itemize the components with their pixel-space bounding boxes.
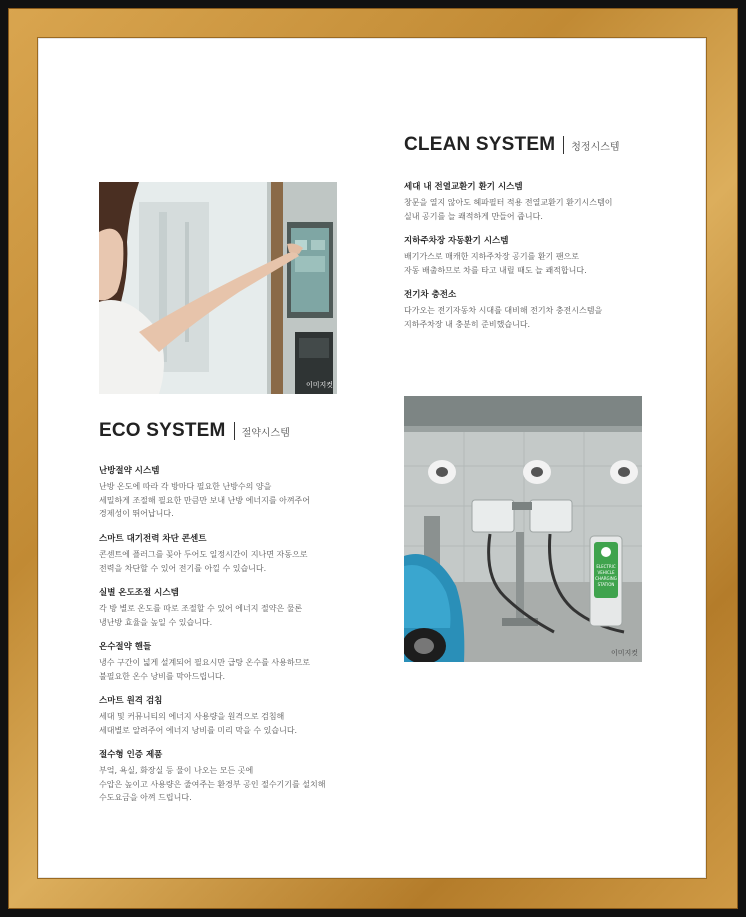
title-divider [563, 136, 564, 154]
clean-item-parking-ventilation [404, 236, 654, 277]
svg-text:STATION: STATION [597, 582, 615, 587]
ev-photo-caption: 이미지컷 [610, 649, 638, 657]
ev-charging-photo [404, 396, 642, 662]
eco-item-text: 세대 및 커뮤니티의 에너지 사용량을 원격으로 검침해 세대별로 알려주어 에너지 낭비를 미리 막을 수 있습니다. [99, 712, 298, 735]
svg-text:VEHICLE: VEHICLE [597, 570, 615, 575]
clean-item-heading: 세대 내 전열교환기 환기 시스템 [404, 182, 523, 192]
page [38, 38, 706, 878]
wallpad-caption: 이미지컷 [305, 381, 333, 389]
title-divider [234, 422, 235, 440]
eco-item-water-saving [99, 750, 359, 805]
eco-item-standby-power [99, 534, 359, 575]
eco-item-text: 난방 온도에 따라 각 방마다 필요한 난방수의 양을 세밀하게 조절해 필요한 만큼만 보내 난방 에너지를 아껴주어 경제성이 뛰어납니다. [99, 482, 310, 518]
eco-system-title-ko: 절약시스템 [241, 427, 290, 439]
clean-item-text: 창문을 열지 않아도 헤파필터 적용 전열교환기 환기시스템이 실내 공기를 늘 쾌적하게 만들어 줍니다. [404, 198, 613, 221]
eco-item-heading: 절수형 인증 제품 [99, 750, 163, 760]
eco-item-remote-metering [99, 696, 359, 737]
ev-charging-illustration [404, 396, 642, 662]
clean-system-title-ko: 청정시스템 [571, 141, 620, 153]
clean-item-heading: 지하주차장 자동환기 시스템 [404, 236, 509, 246]
eco-item-heading: 실별 온도조절 시스템 [99, 588, 179, 598]
eco-system-title-en: ECO SYSTEM [99, 420, 226, 441]
eco-item-text: 냉수 구간이 넓게 설계되어 필요시만 급탕 온수를 사용하므로 불필요한 온수 낭비를 막아드립니다. [99, 658, 310, 681]
svg-text:ELECTRIC: ELECTRIC [596, 564, 616, 569]
clean-system-title [404, 134, 620, 156]
eco-item-heading: 스마트 원격 검침 [99, 696, 163, 706]
clean-system-title-en: CLEAN SYSTEM [404, 134, 556, 155]
eco-system-title [99, 420, 290, 442]
eco-item-heading: 스마트 대기전력 차단 콘센트 [99, 534, 207, 544]
svg-text:CHARGING: CHARGING [595, 576, 617, 581]
clean-item-ventilation [404, 182, 654, 223]
clean-item-heading: 전기차 충전소 [404, 290, 457, 300]
eco-item-heating [99, 466, 359, 521]
eco-item-heading: 난방절약 시스템 [99, 466, 160, 476]
wallpad-illustration [99, 182, 337, 394]
wallpad-photo [99, 182, 337, 394]
eco-item-text: 각 방 별로 온도를 따로 조절할 수 있어 에너지 절약은 물론 냉난방 효율을 높일 수 있습니다. [99, 604, 303, 627]
eco-item-text: 콘센트에 플러그를 꽂아 두어도 일정시간이 지나면 자동으로 전력을 차단할 수 있어 전기를 아낄 수 있습니다. [99, 550, 308, 573]
clean-item-ev-charging [404, 290, 654, 331]
clean-item-text: 배기가스로 매캐한 지하주차장 공기를 환기 팬으로 자동 배출하므로 차를 타고 내릴 때도 늘 쾌적합니다. [404, 252, 587, 275]
eco-item-hot-water [99, 642, 359, 683]
clean-item-text: 다가오는 전기자동차 시대를 대비해 전기차 충전시스템을 지하주차장 내 충분히 준비했습니다. [404, 306, 603, 329]
eco-item-heading: 온수절약 핸들 [99, 642, 152, 652]
eco-item-room-temp [99, 588, 359, 629]
eco-item-text: 부엌, 욕실, 화장실 등 물이 나오는 모든 곳에 수압은 높이고 사용량은 줄여주는 환경부 공인 절수기기를 설치해 수도요금을 아껴 드립니다. [99, 766, 326, 802]
